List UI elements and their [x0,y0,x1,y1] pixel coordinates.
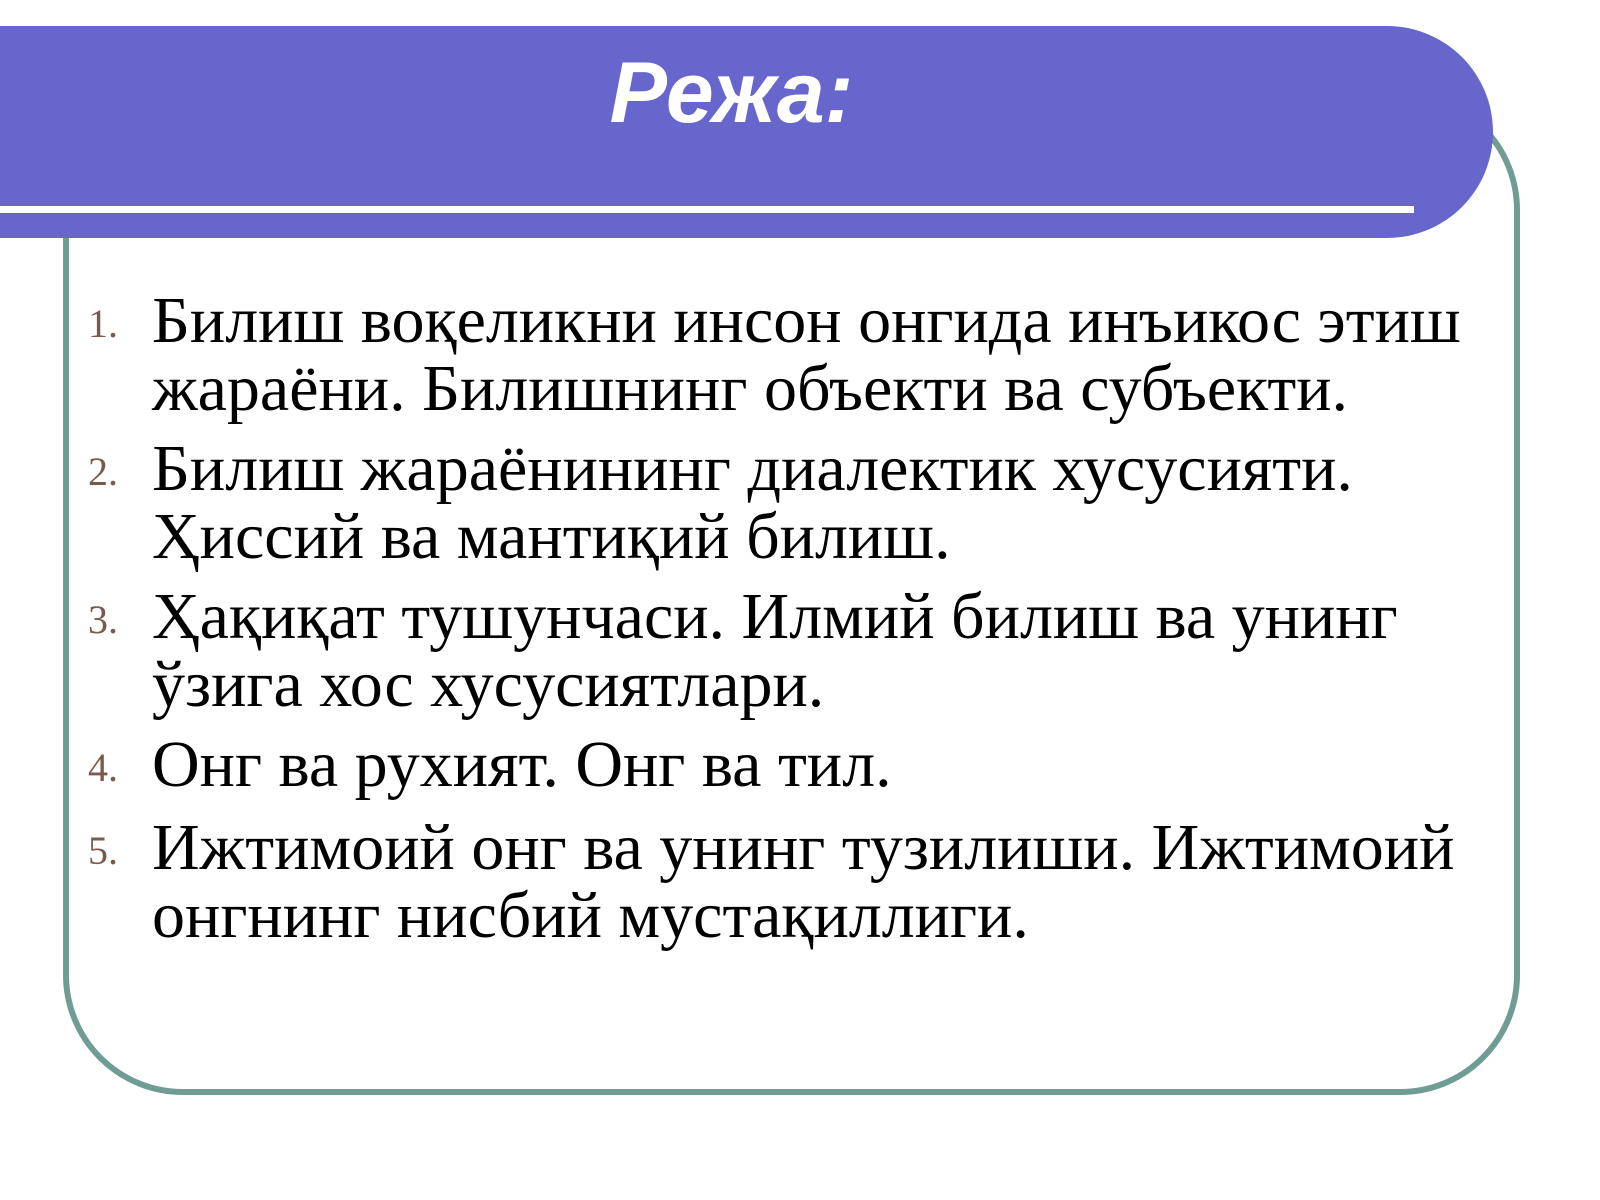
list-item-text: Билиш жараёнининг диалектик хусусияти. Ҳиссий ва мантиқий билиш. [152,432,1353,573]
list-item-number: 4. [88,745,118,790]
list-item [88,432,1508,573]
list-item [88,728,1508,802]
list-item-text: Ҳақиқат тушунчаси. Илмий билиш ва унинг ўзига хос хусусиятлари. [152,580,1398,721]
slide-title: Режа: [609,45,854,141]
list-item-number: 2. [88,449,118,494]
plan-list [88,284,1508,962]
list-item [88,284,1508,425]
list-item-number: 3. [88,597,118,642]
list-item-text: Билиш воқеликни инсон онгида инъикос этиш жараёни. Билишнинг объекти ва субъекти. [152,284,1461,425]
list-item [88,580,1508,721]
list-item-text: Ижтимоий онг ва унинг тузилиши. Ижтимоий онгнинг нисбий мустақиллиги. [152,811,1455,952]
list-item-text: Онг ва рухият. Онг ва тил. [152,728,892,801]
list-item [88,811,1508,952]
list-item-number: 1. [88,301,118,346]
list-item-number: 5. [88,828,118,873]
